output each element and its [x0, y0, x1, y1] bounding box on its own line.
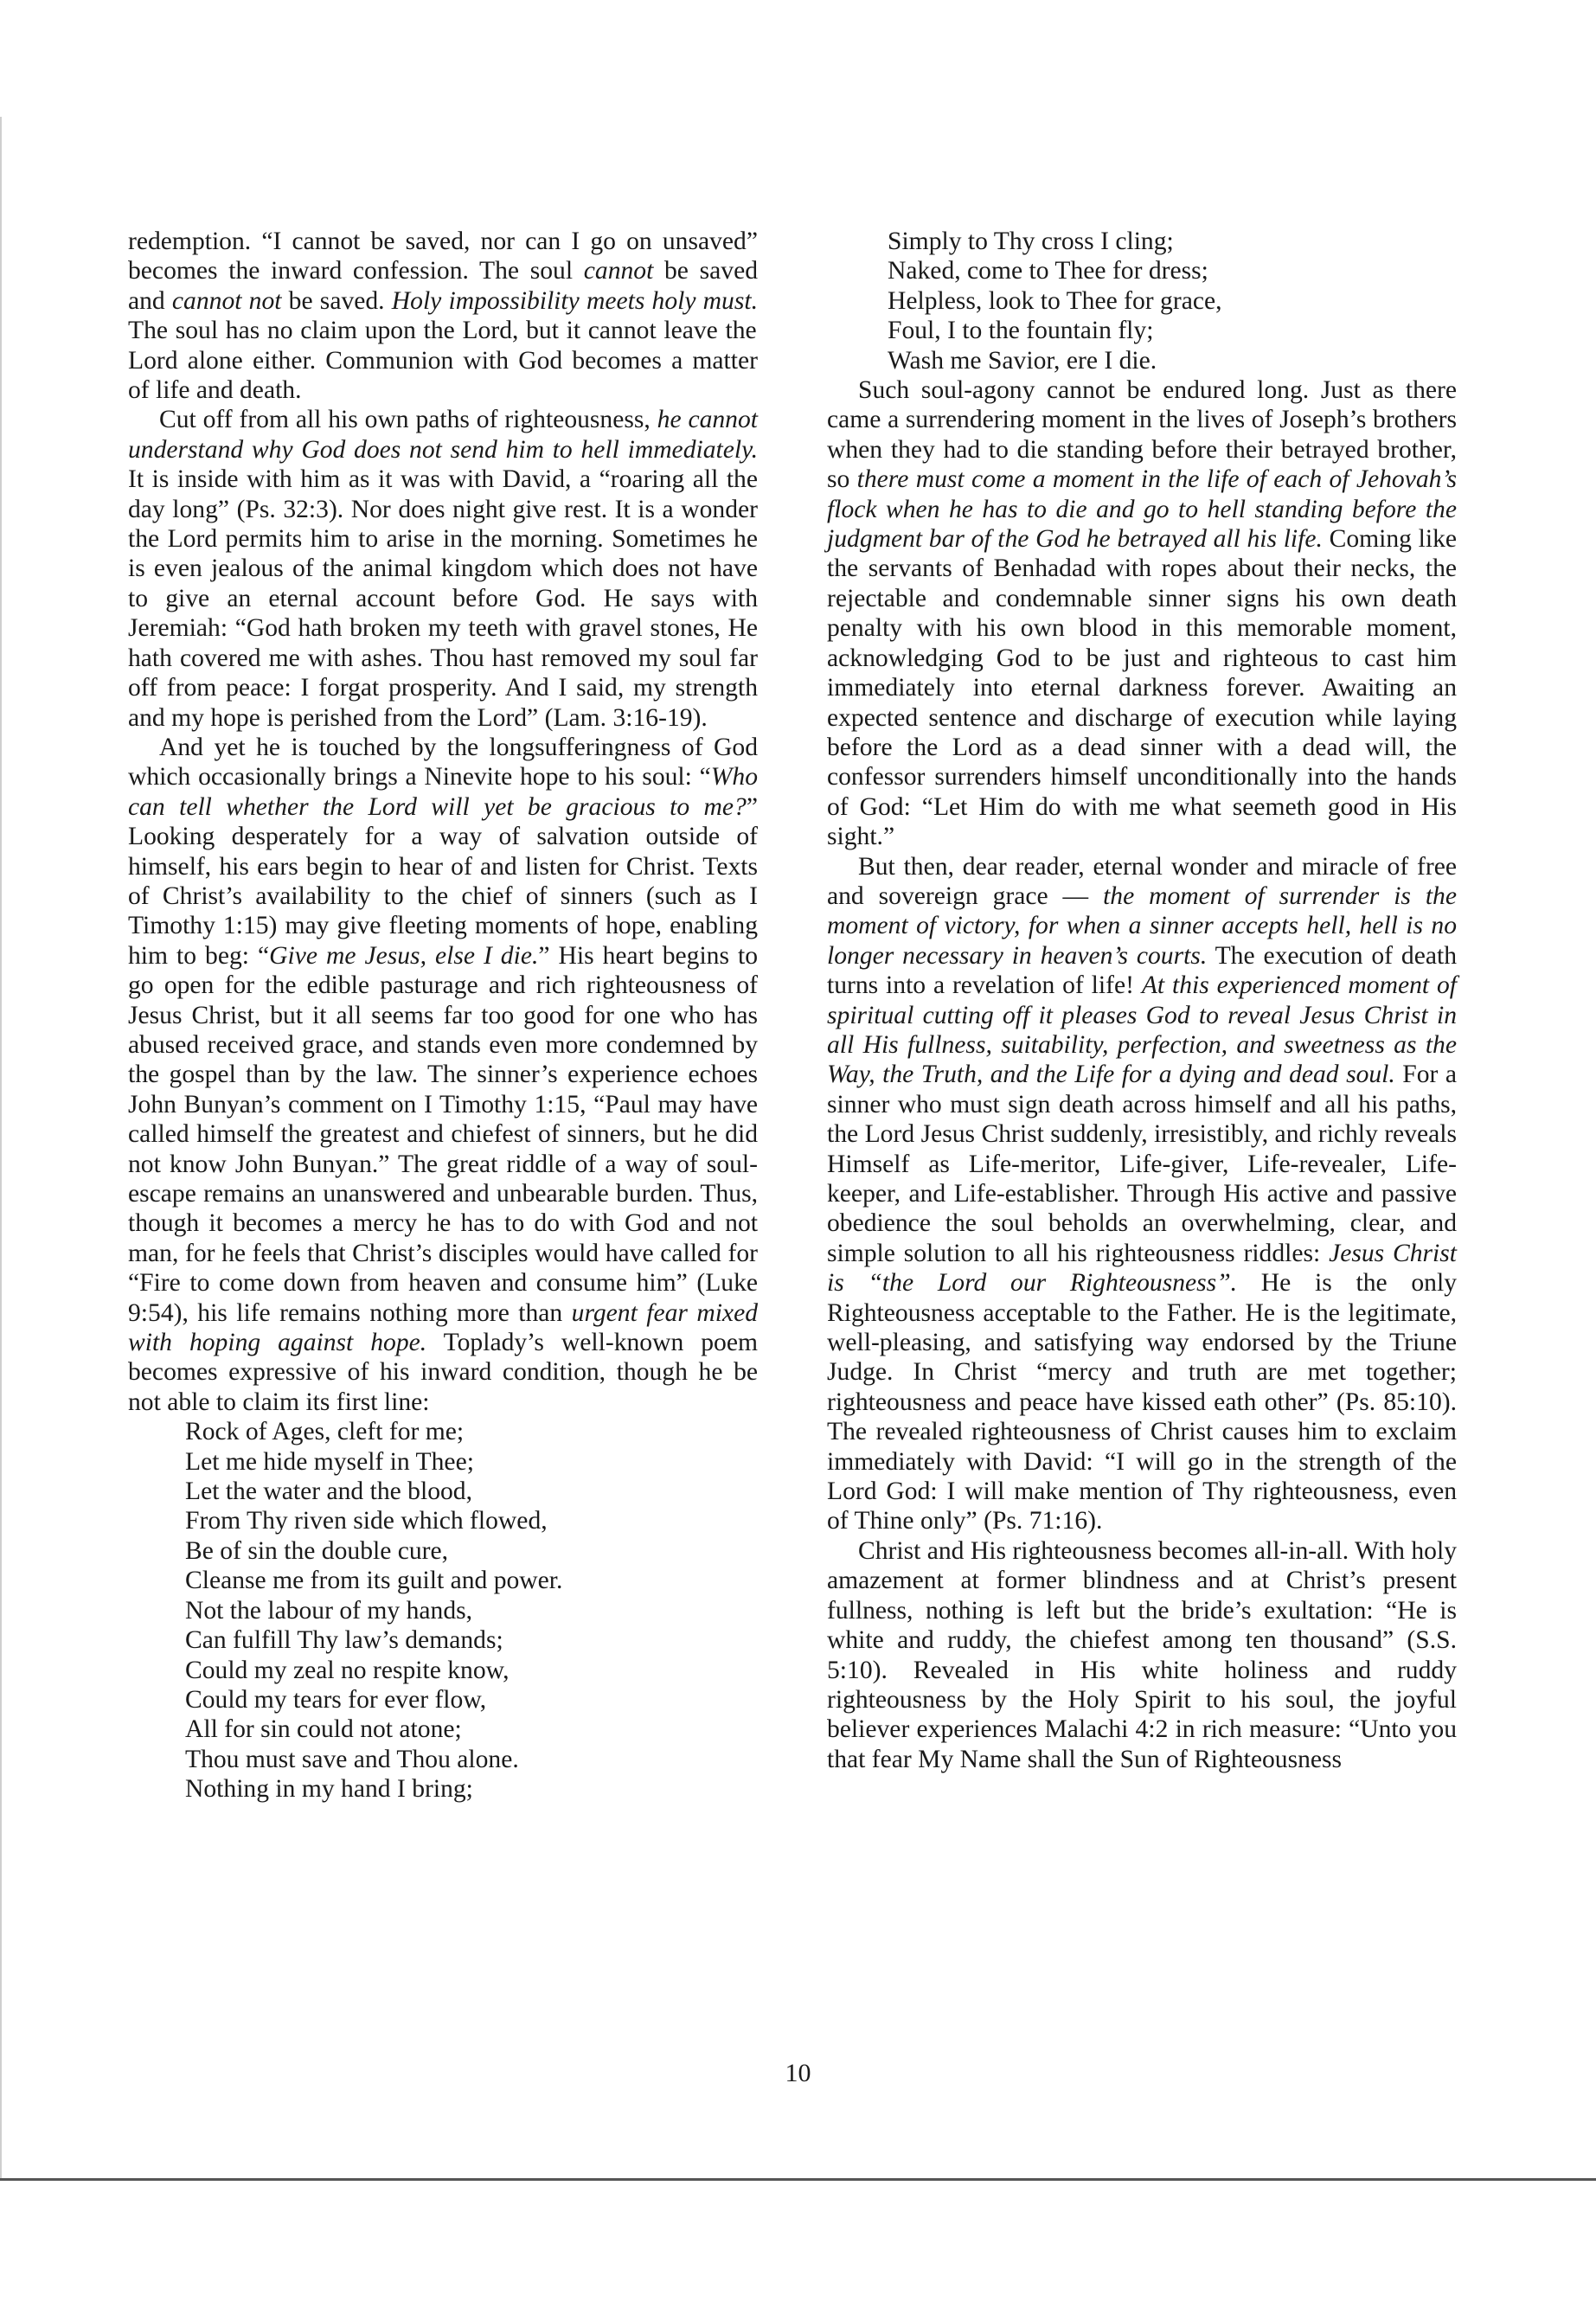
- poem-line: Let the water and the blood,: [185, 1477, 472, 1506]
- right-paragraph-1: Such soul-agony cannot be endured long. Just as there came a surrendering moment in the lives of Joseph’s brothers when they had to die standing before their betrayed brother, so there must come a moment in the life of each of Jehovah’s flock when he has to die and go to hell standing before the judgment bar of the God he betrayed all his life. Coming like the servants of Benhadad with ropes about their necks, the rejectable and condemnable sinner signs his own death penalty with his own blood in this memorable moment, acknowledging God to be just and righteous to cast him immediately into eternal darkness forever. Awaiting an expected sentence and discharge of execution while laying before the Lord as a dead sinner with a dead will, the confessor surrenders himself unconditionally into the hands of God: “Let Him do with me what seemeth good in His sight.”: [827, 376, 1458, 851]
- poem-line: Naked, come to Thee for dress;: [888, 257, 1208, 285]
- scan-top-margin: [0, 0, 1596, 117]
- poem-line: Nothing in my hand I bring;: [185, 1775, 473, 1804]
- poem-line: Foul, I to the fountain fly;: [888, 317, 1154, 345]
- hymn-rock-of-ages-continued: [827, 227, 1457, 375]
- poem-line: Could my zeal no respite know,: [185, 1656, 510, 1684]
- poem-line: Simply to Thy cross I cling;: [888, 228, 1174, 255]
- poem-line: Helpless, look to Thee for grace,: [888, 286, 1222, 315]
- poem-line: All for sin could not atone;: [185, 1715, 462, 1744]
- poem-line: Can fulfill Thy law’s demands;: [185, 1626, 503, 1655]
- page-left-edge: [0, 117, 2, 2180]
- right-paragraph-3: Christ and His righteousness becomes all-in-all. With holy amazement at former blindness and at Christ’s present fullness, nothing is left but the bride’s exultation: “He is white and ruddy, the chiefest among ten thousand” (S.S. 5:10). Revealed in His white holiness and ruddy righteousness by the Holy Spirit to his soul, the joyful believer experiences Malachi 4:2 in rich measure: “Unto you that fear My Name shall the Sun of Righteousness: [827, 1536, 1457, 1773]
- poem-line: Not the labour of my hands,: [185, 1596, 473, 1625]
- left-paragraph-2: Cut off from all his own paths of righteousness, he cannot understand why God does not send him to hell immediately. It is inside with him as it was with David, a “roaring all the day long” (Ps. 32:3). Nor does night give rest. It is a wonder the Lord permits him to arise in the morning. Sometimes he is even jealous of the animal kingdom which does not have to give an eternal account before God. He says with Jeremiah: “God hath broken my teeth with gravel stones, He hath covered me with ashes. Thou hast removed my soul far off from peace: I forgat prosperity. And I said, my strength and my hope is perished from the Lord” (Lam. 3:16-19).: [128, 406, 758, 732]
- left-paragraph-1: redemption. “I cannot be saved, nor can I go on unsaved” becomes the inward confession. The soul cannot be saved and cannot not be saved. Holy impossibility meets holy must. The soul has no claim upon the Lord, but it cannot leave the Lord alone either. Communion with God becomes a matter of life and death.: [128, 228, 758, 405]
- page-number: 10: [785, 2059, 811, 2087]
- hymn-rock-of-ages: [128, 1417, 758, 1804]
- right-paragraph-2: But then, dear reader, eternal wonder and miracle of free and sovereign grace — the moment of surrender is the moment of victory, for when a sinner accepts hell, hell is no longer necessary in heaven’s courts. The execution of death turns into a revelation of life! At this experienced moment of spiritual cutting off it pleases God to reveal Jesus Christ in all His fullness, suitability, perfection, and sweetness as the Way, the Truth, and the Life for a dying and dead soul. For a sinner who must sign death across himself and all his paths, the Lord Jesus Christ suddenly, irresistibly, and richly reveals Himself as Life-meritor, Life-giver, Life-revealer, Life-keeper, and Life-establisher. Through His active and passive obedience the soul beholds an overwhelming, clear, and simple solution to all his righteousness riddles: Jesus Christ is “the Lord our Righteousness”. He is the only Righteousness acceptable to the Father. He is the legitimate, well-pleasing, and satisfying way endorsed by the Triune Judge. In Christ “mercy and truth are met together; righteousness and peace have kissed eath other” (Ps. 85:10). The revealed righteousness of Christ causes him to exclaim immediately with David: “I will go in the strength of the Lord God: I will make mention of Thy righteousness, even of Thine only” (Ps. 71:16).: [827, 852, 1458, 1535]
- left-paragraph-3: And yet he is touched by the longsufferingness of God which occasionally brings a Ninevite hope to his soul: “Who can tell whether the Lord will yet be gracious to me?” Looking desperately for a way of salvation outside of himself, his ears begin to hear of and listen for Christ. Texts of Christ’s availability to the chief of sinners (such as I Timothy 1:15) may give fleeting moments of hope, enabling him to beg: “Give me Jesus, else I die.” His heart begins to go open for the edible pasturage and rich righteousness of Jesus Christ, but it all seems far too good for one who has abused received grace, and stands even more condemned by the gospel than by the law. The sinner’s experience echoes John Bunyan’s comment on I Timothy 1:15, “Paul may have called himself the greatest and chiefest of sinners, but he did not know John Bunyan.” The great riddle of a way of soul-escape remains an unanswered and unbearable burden. Thus, though it becomes a mercy he has to do with God and not man, for he feels that Christ’s disciples would have called for “Fire to come down from heaven and consume him” (Luke 9:54), his life remains nothing more than urgent fear mixed with hoping against hope. Toplady’s well-known poem becomes expressive of his inward condition, though he be not able to claim its first line:: [128, 733, 758, 1416]
- poem-line: Let me hide myself in Thee;: [185, 1447, 474, 1476]
- left-column: [128, 227, 758, 1804]
- right-column: [827, 227, 1457, 1774]
- poem-line: Rock of Ages, cleft for me;: [185, 1418, 465, 1446]
- poem-line: Thou must save and Thou alone.: [185, 1745, 519, 1773]
- poem-line: Cleanse me from its guilt and power.: [185, 1567, 563, 1595]
- poem-line: Wash me Savior, ere I die.: [888, 346, 1157, 375]
- poem-line: From Thy riven side which flowed,: [185, 1507, 548, 1535]
- poem-line: Be of sin the double cure,: [185, 1536, 449, 1565]
- page-bottom-edge: [0, 2178, 1596, 2181]
- poem-line: Could my tears for ever flow,: [185, 1685, 487, 1714]
